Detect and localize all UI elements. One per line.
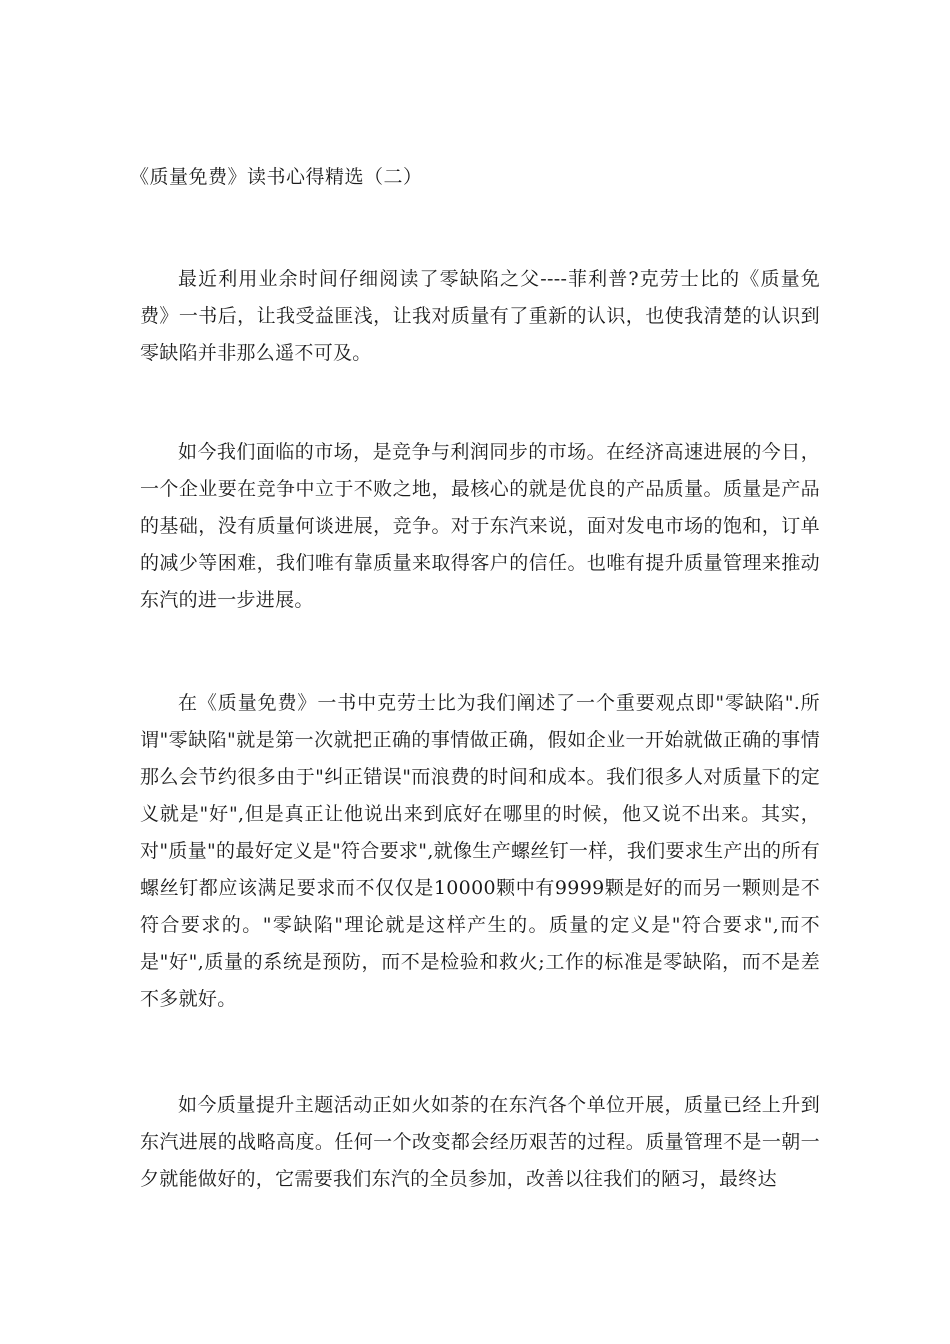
paragraph-4: 如今质量提升主题活动正如火如荼的在东汽各个单位开展，质量已经上升到东汽进展的战略高度。任何一个改变都会经历艰苦的过程。质量管理不是一朝一夕就能做好的，它需要我们东汽的全员参加，改善以往我们的陋习，最终达 [140,1094,820,1190]
paragraph-3: 在《质量免费》一书中克劳士比为我们阐述了一个重要观点即"零缺陷".所谓"零缺陷"就是第一次就把正确的事情做正确，假如企业一开始就做正确的事情那么会节约很多由于"纠正错误"而浪费的时间和成本。我们很多人对质量下的定义就是"好",但是真正让他说出来到底好在哪里的时候，他又说不出来。其实，对"质量"的最好定义是"符合要求",就像生产螺丝钉一样，我们要求生产出的所有螺丝钉都应该满足要求而不仅仅是10000颗中有9999颗是好的而另一颗则是不符合要求的。"零缺陷"理论就是这样产生的。质量的定义是"符合要求",而不是"好",质量的系统是预防，而不是检验和救火;工作的标准是零缺陷，而不是差不多就好。 [140,692,820,1010]
paragraph-1: 最近利用业余时间仔细阅读了零缺陷之父----菲利普?克劳士比的《质量免费》一书后，让我受益匪浅，让我对质量有了重新的认识，也使我清楚的认识到零缺陷并非那么遥不可及。 [140,268,820,364]
document-title: 《质量免费》读书心得精选（二） [130,166,423,188]
paragraph-2: 如今我们面临的市场，是竞争与利润同步的市场。在经济高速进展的今日，一个企业要在竞争中立于不败之地，最核心的就是优良的产品质量。质量是产品的基础，没有质量何谈进展，竞争。对于东汽来说，面对发电市场的饱和，订单的减少等困难，我们唯有靠质量来取得客户的信任。也唯有提升质量管理来推动东汽的进一步进展。 [140,441,820,611]
